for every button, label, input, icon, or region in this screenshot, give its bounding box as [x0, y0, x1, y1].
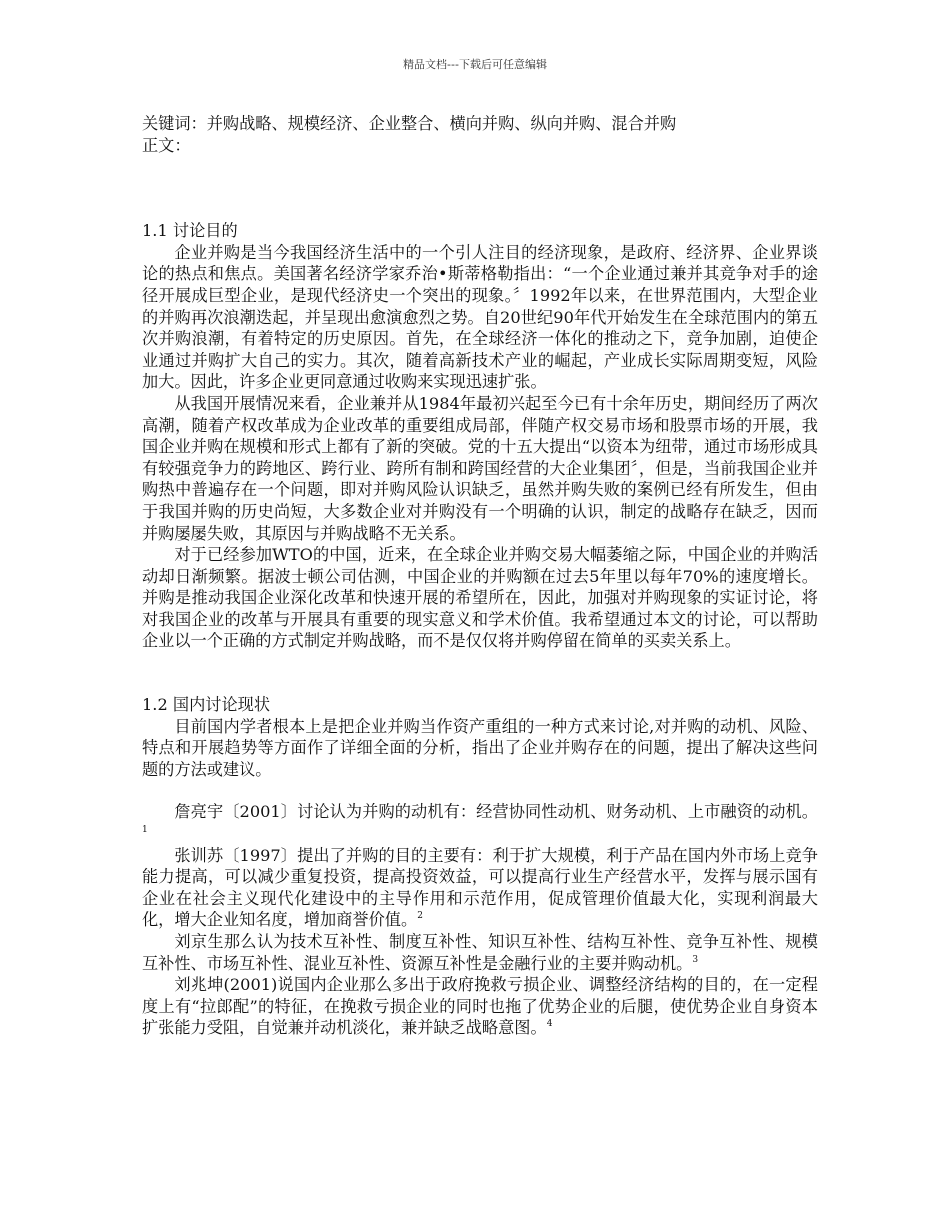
section-2-heading: 1.2 国内讨论现状 — [142, 695, 271, 715]
section-1-heading: 1.1 讨论目的 — [142, 221, 238, 241]
footnote-marker: 2 — [417, 911, 423, 922]
body-label: 正文： — [142, 135, 191, 155]
section-1-paragraph: 企业并购是当今我国经济生活中的一个引人注目的经济现象，是政府、经济界、企业界谈论的热点和焦点。美国著名经济学家乔治•斯蒂格勒指出：“一个企业通过兼并其竞争对手的途径开展成巨型企业，是现代经济史一个突出的现象。〞1992年以来，在世界范围内，大型企业的并购再次浪潮迭起，并呈现出愈演愈烈之势。自20世纪90年代开始发生在全球范围内的第五次并购浪潮，有着特定的历史原因。首先，在全球经济一体化的推动之下，竞争加剧，迫使企业通过并购扩大自己的实力。其次，随着高新技术产业的崛起，产业成长实际周期变短，风险加大。因此，许多企业更同意通过收购来实现迅速扩张。 — [142, 242, 818, 392]
document-body — [142, 113, 818, 1039]
footnote-marker: 4 — [546, 1019, 553, 1030]
literature-item — [142, 974, 818, 1039]
literature-item — [142, 845, 818, 931]
literature-text: 张训苏〔1997〕提出了并购的目的主要有：利于扩大规模，利于产品在国内外市场上竞争能力提高，可以减少重复投资，提高投资效益，可以提高行业生产经营水平，发挥与展示国有企业在社会主义现代化建设中的主导作用和示范作用，促成管理价值最大化，实现利润最大化，增大企业知名度，增加商誉价值。 — [142, 845, 818, 930]
literature-text: 詹亮宇〔2001〕讨论认为并购的动机有：经营协同性动机、财务动机、上市融资的动机。 — [174, 802, 818, 822]
page-header: 精品文档---下载后可任意编辑 — [403, 58, 547, 71]
section-2-intro: 目前国内学者根本上是把企业并购当作资产重组的一种方式来讨论,对并购的动机、风险、特点和开展趋势等方面作了详细全面的分析，指出了企业并购存在的问题，提出了解决这些问题的方法或建议。 — [142, 716, 818, 779]
section-1-paragraph: 从我国开展情况来看，企业兼并从1984年最初兴起至今已有十余年历史，期间经历了两次高潮，随着产权改革成为企业改革的重要组成局部，伴随产权交易市场和股票市场的开展，我国企业并购在规模和形式上都有了新的突破。党的十五大提出“以资本为纽带，通过市场形成具有较强竞争力的跨地区、跨行业、跨所有制和跨国经营的大企业集团〞，但是，当前我国企业并购热中普遍存在一个问题，即对并购风险认识缺乏，虽然并购失败的案例已经有所发生，但由于我国并购的历史尚短，大多数企业对并购没有一个明确的认识，制定的战略存在缺乏，因而并购屡屡失败，其原因与并购战略不无关系。 — [142, 393, 818, 543]
section-1-paragraph: 对于已经参加WTO的中国，近来，在全球企业并购交易大幅萎缩之际，中国企业的并购活动却日渐频繁。据波士顿公司估测，中国企业的并购额在过去5年里以每年70%的速度增长。并购是推动我国企业深化改革和快速开展的希望所在，因此，加强对并购现象的实证讨论，将对我国企业的改革与开展具有重要的现实意义和学术价值。我希望通过本文的讨论，可以帮助企业以一个正确的方式制定并购战略，而不是仅仅将并购停留在简单的买卖关系上。 — [142, 545, 818, 651]
footnote-marker: 3 — [692, 954, 699, 965]
literature-text: 刘京生那么认为技术互补性、制度互补性、知识互补性、结构互补性、竞争互补性、规模互补性、市场互补性、混业互补性、资源互补性是金融行业的主要并购动机。 — [142, 932, 818, 973]
keywords-line: 关键词：并购战略、规模经济、企业整合、横向并购、纵向并购、混合并购 — [142, 114, 677, 133]
literature-text: 刘兆坤(2001)说国内企业那么多出于政府挽救亏损企业、调整经济结构的目的，在一定程度上有“拉郎配”的特征，在挽救亏损企业的同时也拖了优势企业的后腿，使优势企业自身资本扩张能力受阻，自觉兼并动机淡化，兼并缺乏战略意图。 — [142, 975, 818, 1038]
literature-item — [142, 931, 818, 974]
footnote-marker: 1 — [142, 825, 148, 836]
literature-item — [142, 801, 818, 844]
